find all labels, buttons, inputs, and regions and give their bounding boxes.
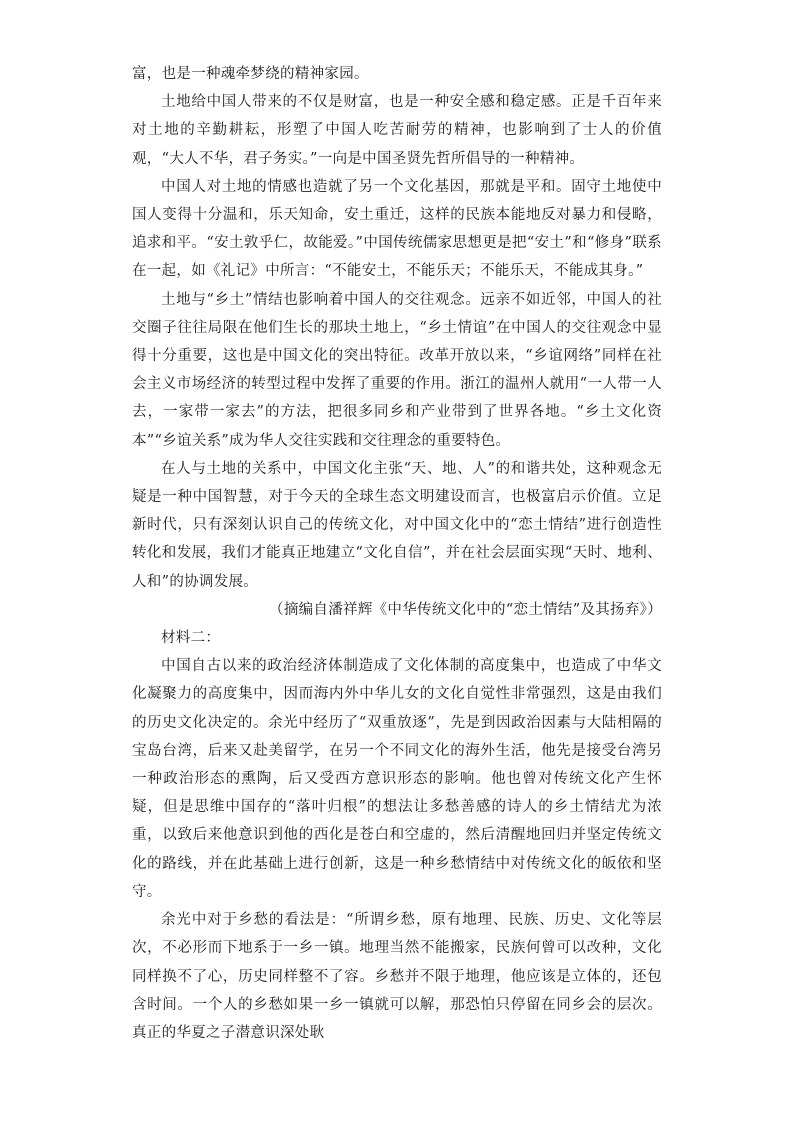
source-citation: （摘编自潘祥辉《中华传统文化中的“恋土情结”及其扬弃》） bbox=[269, 601, 662, 618]
document-body bbox=[132, 60, 662, 1047]
paragraph-continued: 富，也是一种魂牵梦绕的精神家园。 bbox=[132, 66, 369, 82]
paragraph-peace-gene: 中国人对土地的情感也造就了另一个文化基因，那就是平和。固守土地使中国人变得十分温和，乐天知命，安土重迁，这样的民族本能地反对暴力和侵略，追求和平。“安土敦乎仁，故能爱。”中国传统儒家思想更是把“安土”和“修身”联系在一起，如《礼记》中所言：“不能安土，不能乐天；不能乐天，不能成其身。” bbox=[132, 178, 662, 280]
paragraph-cultural-identity: 中国自古以来的政治经济体制造成了文化体制的高度集中，也造成了中华文化凝聚力的高度集中，因而海内外中华儿女的文化自觉性非常强烈，这是由我们的历史文化决定的。余光中经历了“双重放逐”，先是到因政治因素与大陆相隔的宝岛台湾，后来又赴美留学，在另一个不同文化的海外生活，他先是接受台湾另一种政治形态的熏陶，后又受西方意识形态的影响。他也曾对传统文化产生怀疑，但是思维中国存的“落叶归根”的想法让多愁善感的诗人的乡土情结尤为浓重，以致后来他意识到他的西化是苍白和空虚的，然后清醒地回归并坚定传统文化的路线，并在此基础上进行创新，这是一种乡愁情结中对传统文化的皈依和坚守。 bbox=[132, 658, 662, 900]
paragraph-harmony: 在人与土地的关系中，中国文化主张“天、地、人”的和谐共处，这种观念无疑是一种中国智慧，对于今天的全球生态文明建设而言，也极富启示价值。立足新时代，只有深刻认识自己的传统文化，对中国文化中的“恋土情结”进行创造性转化和发展，我们才能真正地建立“文化自信”，并在社会层面实现“天时、地利、人和”的协调发展。 bbox=[132, 460, 662, 590]
material-two-label: 材料二： bbox=[161, 630, 221, 647]
paragraph-land-security: 土地给中国人带来的不仅是财富，也是一种安全感和稳定感。正是千百年来对土地的辛勤耕耘，形塑了中国人吃苦耐劳的精神，也影响到了士人的价值观，“大人不华，君子务实。”一向是中国圣贤先哲所倡导的一种精神。 bbox=[132, 94, 662, 167]
paragraph-nostalgia-view: 余光中对于乡愁的看法是：“所谓乡愁，原有地理、民族、历史、文化等层次，不必形而下地系于一乡一镇。地理当然不能搬家，民族何曾可以改种，文化同样换不了心，历史同样整不了容。乡愁并不限于地理，他应该是立体的，还包含时间。一个人的乡愁如果一乡一镇就可以解，那恐怕只停留在同乡会的层次。真正的华夏之子潜意识深处耿 bbox=[132, 912, 662, 1041]
paragraph-social-relations: 土地与“乡土”情结也影响着中国人的交往观念。远亲不如近邻，中国人的社交圈子往往局限在他们生长的那块土地上，“乡土情谊”在中国人的交往观念中显得十分重要，这也是中国文化的突出特征。改革开放以来，“乡谊网络”同样在社会主义市场经济的转型过程中发挥了重要的作用。浙江的温州人就用“一人带一人去，一家带一家去”的方法，把很多同乡和产业带到了世界各地。“乡土文化资本”“乡谊关系”成为华人交往实践和交往理念的重要特色。 bbox=[132, 291, 662, 449]
